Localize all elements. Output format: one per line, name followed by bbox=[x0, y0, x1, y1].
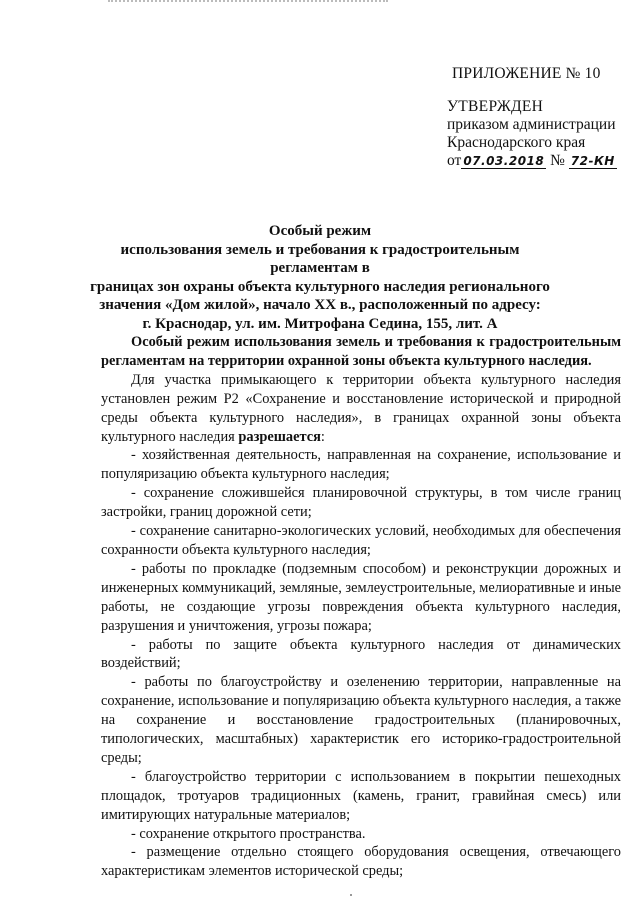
intro-paragraph bbox=[101, 371, 621, 447]
list-item: - размещение отдельно стоящего оборудования освещения, отвечающего характеристикам элементов исторической среды; bbox=[101, 844, 621, 880]
handwritten-date: 07.03.2018 bbox=[463, 154, 545, 168]
intro-emphasis: разрешается bbox=[238, 428, 321, 445]
intro-tail: : bbox=[320, 428, 325, 445]
list-item: - работы по благоустройству и озеленению территории, направленные на сохранение, использование и популяризацию объекта культурного наследия, а также на сохранение и восстановление градостроительных (планировочных, типологических, масштабных) характеристик его историко-градостроительной среды; bbox=[101, 674, 621, 766]
section-heading: Особый режим использования земель и требования к градостроительным регламентам на территории охранной зоны объекта культурного наследия. bbox=[101, 334, 621, 369]
list-item: - работы по защите объекта культурного наследия от динамических воздействий; bbox=[101, 636, 621, 672]
title-line: Особый режим bbox=[268, 223, 372, 239]
list-item: - сохранение сложившейся планировочной структуры, в том числе границ застройки, границ дорожной сети; bbox=[101, 485, 621, 521]
order-line-2: Краснодарского края bbox=[447, 134, 586, 151]
title-line: значения «Дом жилой», начало XX в., расположенный по адресу: bbox=[99, 297, 541, 313]
title-line: использования земель и требования к градостроительным регламентам в bbox=[120, 241, 520, 276]
title-line: г. Краснодар, ул. им. Митрофана Седина, 155, лит. А bbox=[142, 315, 498, 332]
document-body bbox=[101, 333, 621, 881]
list-item: - сохранение санитарно-экологических условий, необходимых для обеспечения сохранности объекта культурного наследия; bbox=[101, 523, 621, 558]
scan-artifact bbox=[350, 894, 352, 896]
approval-block bbox=[447, 98, 617, 170]
number-prefix: № bbox=[550, 152, 565, 169]
date-prefix: от bbox=[447, 152, 462, 169]
approved-label: УТВЕРЖДЕН bbox=[447, 98, 544, 115]
appendix-number: ПРИЛОЖЕНИЕ № 10 bbox=[452, 65, 601, 82]
order-line-1: приказом администрации bbox=[447, 116, 616, 133]
title-line: границах зон охраны объекта культурного наследия регионального bbox=[90, 278, 550, 295]
list-item: - хозяйственная деятельность, направленная на сохранение, использование и популяризацию объекта культурного наследия; bbox=[101, 447, 621, 483]
list-item: - благоустройство территории с использованием в покрытии пешеходных площадок, тротуаров традиционных (камень, гранит, гравийная смесь) или имитирующих натуральные материалов; bbox=[101, 768, 621, 823]
list-item: - сохранение открытого пространства. bbox=[131, 825, 366, 842]
order-date-number bbox=[447, 152, 617, 170]
list-item: - работы по прокладке (подземным способом) и реконструкции дорожных и инженерных коммуникаций, земляные, землеустроительные, мелиоративные и иные работы, не создающие угрозы повреждения объекта культурного наследия, разрушения и уничтожения, угрозы пожара; bbox=[101, 560, 621, 634]
scan-top-edge bbox=[108, 0, 388, 6]
intro-text: Для участка примыкающего к территории объекта культурного наследия установлен режим Р2 «Сохранение и восстановление исторической и природной среды объекта культурного наследия», в границах охранной зоны объекта культурного наследия bbox=[101, 371, 621, 445]
handwritten-number: 72-КН bbox=[570, 154, 615, 168]
document-title bbox=[90, 222, 550, 333]
